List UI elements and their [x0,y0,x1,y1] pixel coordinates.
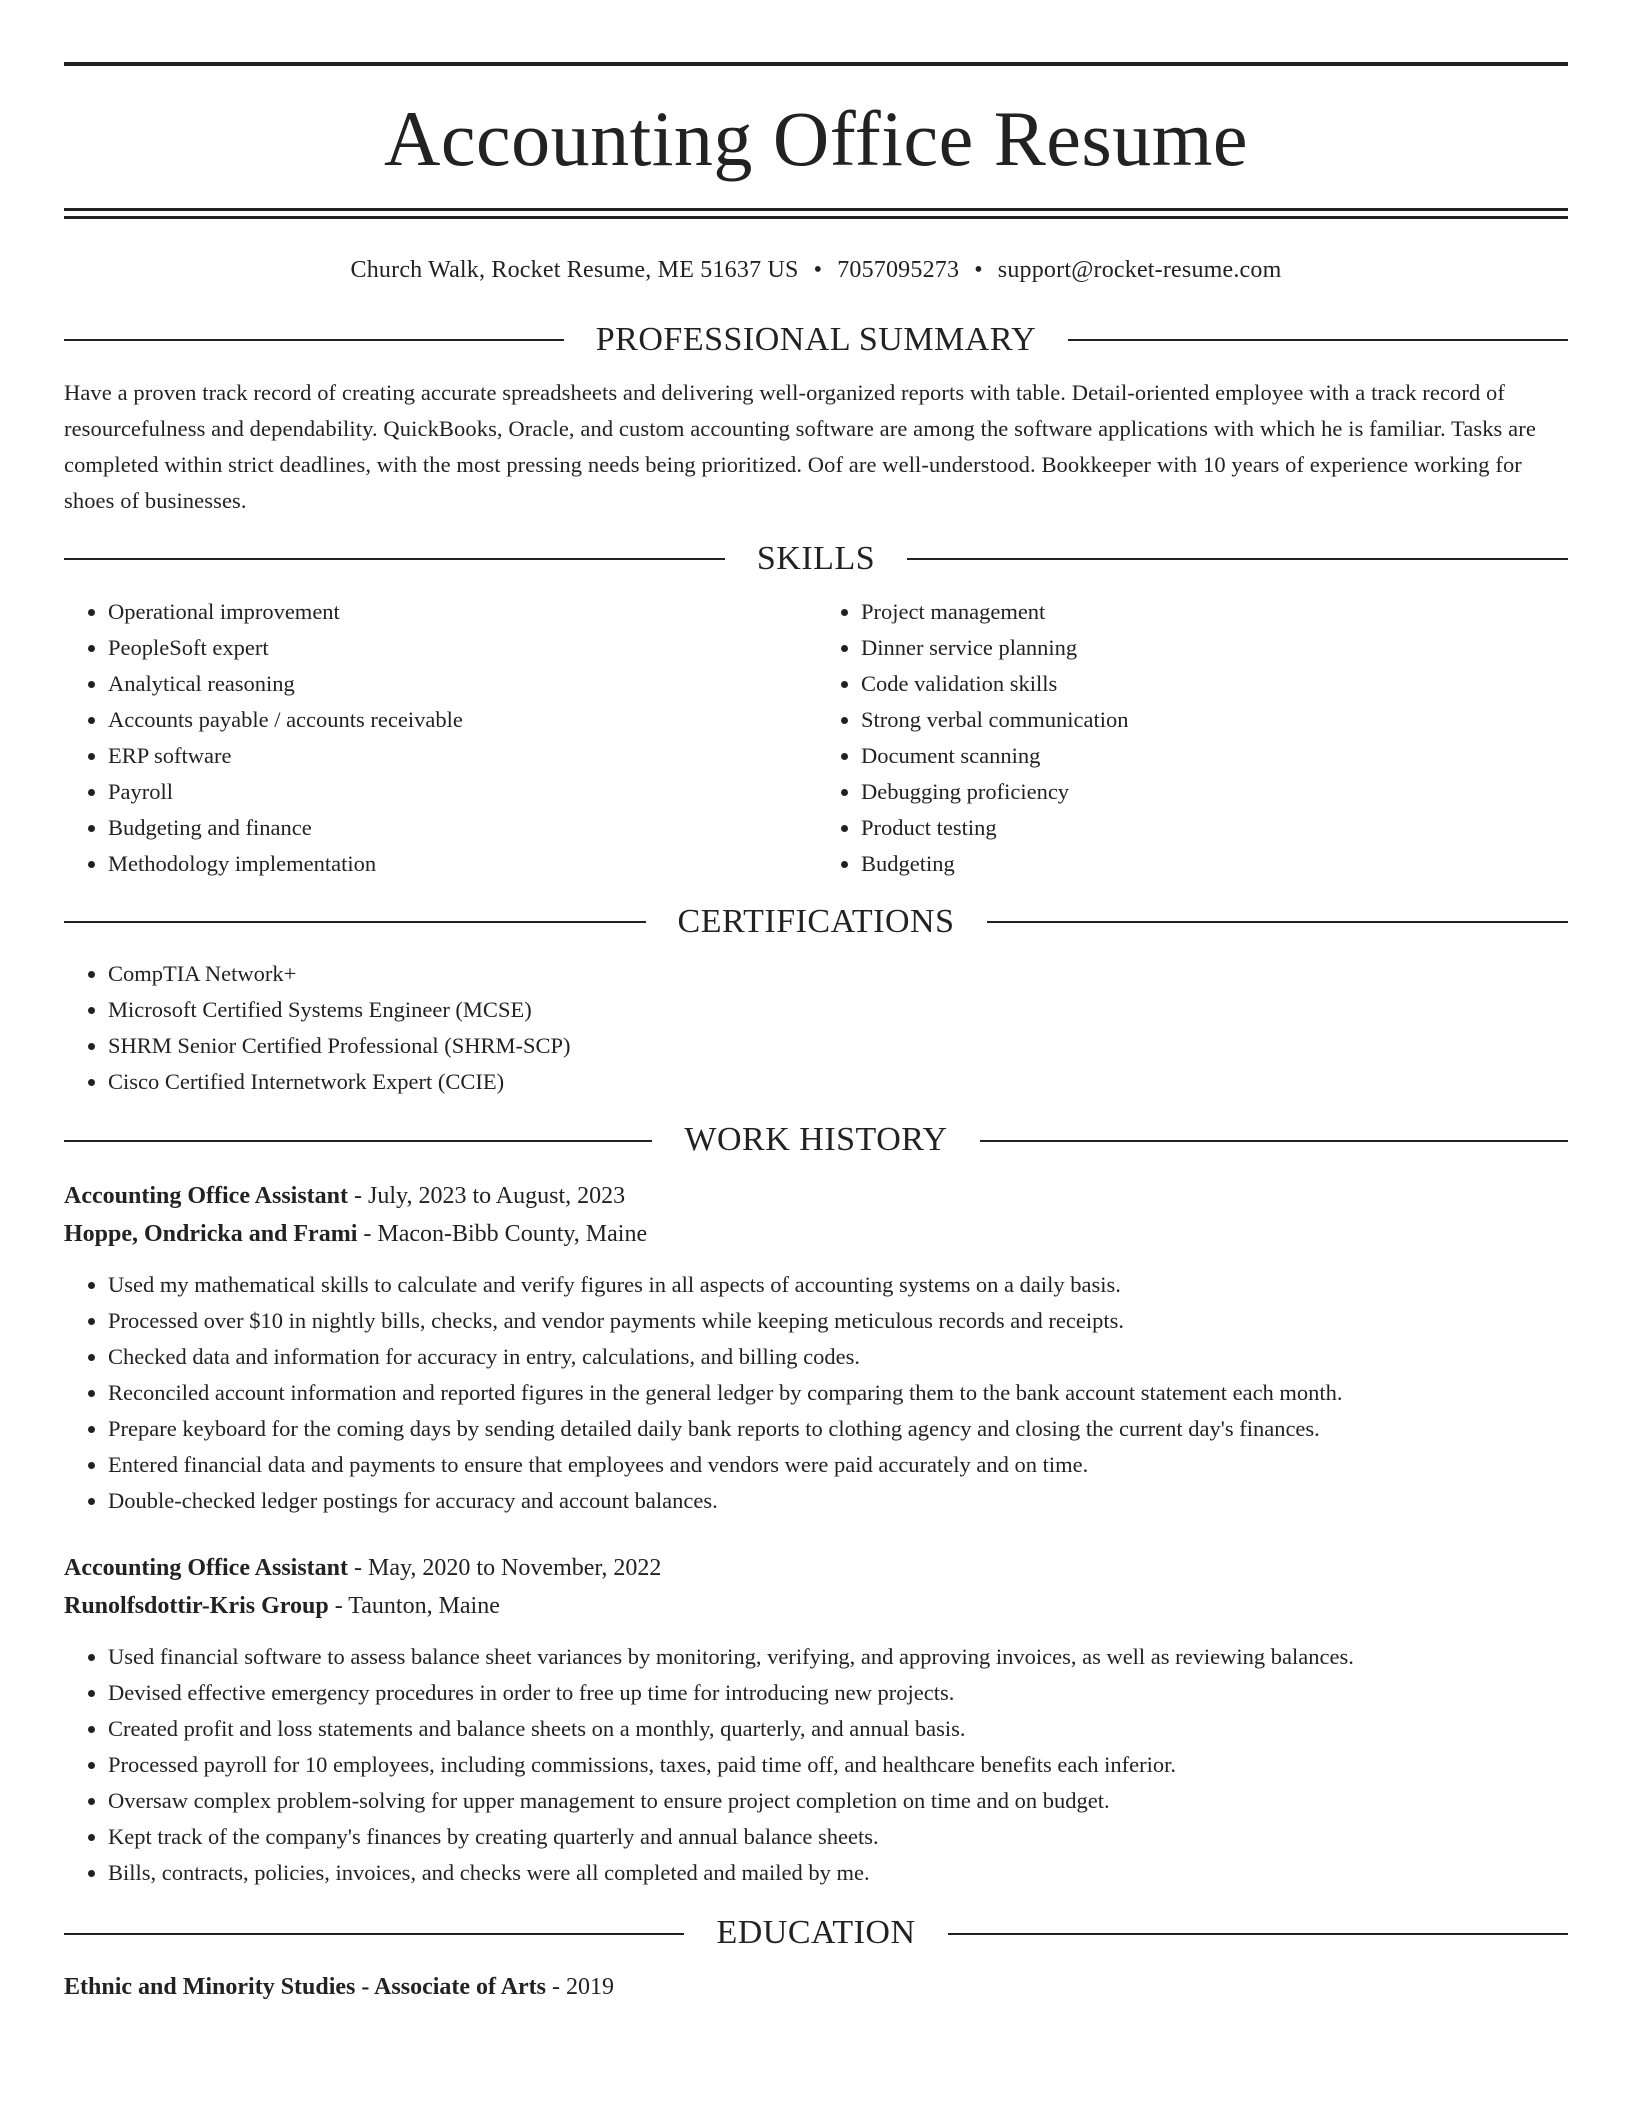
skill-item: • Analytical reasoning [108,666,815,702]
certification-item: • Cisco Certified Internetwork Expert (CCIE) [108,1064,1568,1100]
education-year: - 2019 [546,1973,615,2000]
job-bullet: • Used financial software to assess balance sheet variances by monitoring, verifying, and approving invoices, as well as reviewing balances. [108,1639,1568,1675]
contact-separator: • [974,257,983,283]
skills-list-right [815,594,1568,882]
education-heading: EDUCATION [716,1914,916,1952]
divider-line [907,558,1568,560]
job-entry [64,1549,1568,1891]
divider-line [64,921,646,923]
job-title: Accounting Office Assistant [64,1555,348,1582]
divider-line [64,339,564,341]
job-bullet: • Double-checked ledger postings for accuracy and account balances. [108,1483,1568,1519]
skill-item: • Product testing [861,810,1568,846]
skill-item: • Strong verbal communication [861,702,1568,738]
job-bullet: • Reconciled account information and reported figures in the general ledger by comparing them to the bank account statement each month. [108,1375,1568,1411]
skill-item: • Debugging proficiency [861,774,1568,810]
divider-line [948,1933,1568,1935]
divider-line [1068,339,1568,341]
skill-item: • Operational improvement [108,594,815,630]
work-heading: WORK HISTORY [684,1121,948,1159]
job-location: - Macon-Bibb County, Maine [357,1221,648,1248]
summary-heading-row [64,320,1568,361]
job-company-line [64,1587,1568,1625]
job-bullets [64,1639,1568,1891]
certification-item: • CompTIA Network+ [108,956,1568,992]
contact-address: Church Walk, Rocket Resume, ME 51637 US [350,257,799,283]
divider-line [980,1140,1568,1142]
job-bullet: • Devised effective emergency procedures in order to free up time for introducing new projects. [108,1675,1568,1711]
certification-item: • Microsoft Certified Systems Engineer (MCSE) [108,992,1568,1028]
summary-heading: PROFESSIONAL SUMMARY [595,321,1037,358]
job-bullet: • Checked data and information for accuracy in entry, calculations, and billing codes. [108,1339,1568,1375]
job-title-line [64,1177,1568,1215]
skills-heading: SKILLS [756,539,876,577]
job-title-line [64,1549,1568,1587]
skills-list-left [64,594,815,882]
work-heading-row [64,1120,1568,1161]
skill-item: • Methodology implementation [108,846,815,882]
contact-phone: 7057095273 [837,257,960,283]
job-company-line [64,1215,1568,1253]
skill-item: • Payroll [108,774,815,810]
job-bullet: • Oversaw complex problem-solving for upper management to ensure project completion on time and on budget. [108,1783,1568,1819]
skill-item: • Project management [861,594,1568,630]
title-double-rule [64,208,1568,219]
certifications-heading: CERTIFICATIONS [677,902,955,940]
job-bullet: • Prepare keyboard for the coming days by sending detailed daily bank reports to clothing agency and closing the current day's finances. [108,1411,1568,1447]
skill-item: • Code validation skills [861,666,1568,702]
certifications-list [64,956,1568,1100]
skills-columns [64,594,1568,882]
resume-title: Accounting Office Resume [384,95,1248,182]
divider-line [64,558,725,560]
skill-item: • Budgeting [861,846,1568,882]
education-degree: Ethnic and Minority Studies - Associate of Arts [64,1973,547,2000]
job-bullet: • Bills, contracts, policies, invoices, and checks were all completed and mailed by me. [108,1855,1568,1891]
certifications-heading-row [64,902,1568,943]
job-dates: - May, 2020 to November, 2022 [348,1555,662,1582]
job-company: Runolfsdottir-Kris Group [64,1593,329,1620]
skill-item: • PeopleSoft expert [108,630,815,666]
skill-item: • ERP software [108,738,815,774]
skill-item: • Budgeting and finance [108,810,815,846]
job-bullet: • Kept track of the company's finances by creating quarterly and annual balance sheets. [108,1819,1568,1855]
work-history [64,1177,1568,1891]
summary-text: Have a proven track record of creating accurate spreadsheets and delivering well-organized reports with table. Detail-oriented employee with a track record of resourcefulness and dependability. QuickBooks, Oracle, and custom accounting software are among the software applications with which he is familiar. Tasks are completed within strict deadlines, with the most pressing needs being prioritized. Oof are well-understood. Bookkeeper with 10 years of experience working for shoes of businesses. [64,379,1536,513]
job-bullet: • Used my mathematical skills to calculate and verify figures in all aspects of accounting systems on a daily basis. [108,1267,1568,1303]
job-title: Accounting Office Assistant [64,1183,348,1210]
job-bullet: • Processed payroll for 10 employees, including commissions, taxes, paid time off, and healthcare benefits each inferior. [108,1747,1568,1783]
skill-item: • Accounts payable / accounts receivable [108,702,815,738]
divider-line [64,1140,652,1142]
certification-item: • SHRM Senior Certified Professional (SHRM-SCP) [108,1028,1568,1064]
skills-heading-row [64,539,1568,580]
job-bullets [64,1267,1568,1519]
contact-line [64,257,1568,284]
skill-item: • Dinner service planning [861,630,1568,666]
top-rule [64,62,1568,66]
divider-line [64,1933,684,1935]
education-entry [64,1968,1568,2006]
divider-line [987,921,1569,923]
job-dates: - July, 2023 to August, 2023 [348,1183,626,1210]
job-bullet: • Created profit and loss statements and balance sheets on a monthly, quarterly, and annual basis. [108,1711,1568,1747]
job-bullet: • Processed over $10 in nightly bills, checks, and vendor payments while keeping meticulous records and receipts. [108,1303,1568,1339]
education-heading-row [64,1913,1568,1954]
contact-separator: • [813,257,823,283]
skill-item: • Document scanning [861,738,1568,774]
job-entry [64,1177,1568,1519]
job-company: Hoppe, Ondricka and Frami [64,1221,358,1248]
contact-email: support@rocket-resume.com [997,257,1282,283]
job-bullet: • Entered financial data and payments to ensure that employees and vendors were paid accurately and on time. [108,1447,1568,1483]
job-location: - Taunton, Maine [328,1593,500,1620]
